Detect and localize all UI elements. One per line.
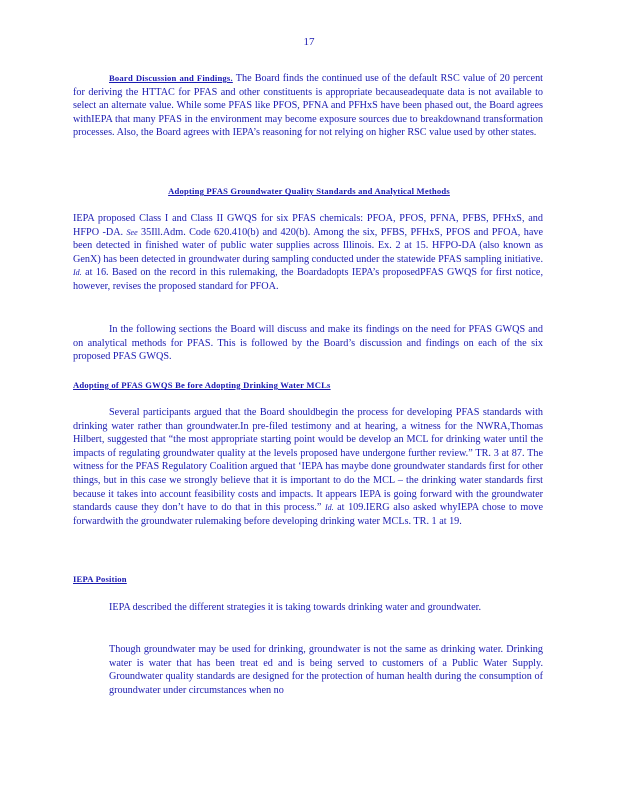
participants-paragraph: Several participants argued that the Board shouldbegin the process for developing PFAS standards with drinking water rather than groundwater.In pre-filed testimony and at hearing, a witness for the NWRA,Thomas Hilbert, suggested that “the most appropriate starting point would be develop an MCL for drinking water until the impacts of regulating groundwater quality at the levels proposed have undergone further review.” TR. 3 at 87. The witness for the PFAS Regulatory Coalition argued that ‘IEPA has maybe done groundwater standards first for other things, but in this case we strongly believe that it is important to do the MCL – the drinking water standards first because it takes into account feasibility costs and impacts. It appears IEPA is going forward with the groundwater standards cause they don’t have to do that in this process.” Id. at 109.IERG also asked whyIEPA chose to move forwardwith the groundwater rulemaking before developing drinking water MCLs. TR. 1 at 19.: [73, 407, 544, 527]
board-findings-text: The Board finds the continued use of the default RSC value of 20 percent for deriving the HTTAC for PFAS and other constituents is appropriate becauseadequate data is not available to select an alternate value. While some PFAS like PFOS, PFNA and PFHxS have been phased out, the Board agrees withIEPA that many PFAS in the environment may become exposure sources due to breakdownand transformation processes. Also, the Board agrees with IEPA’s reasoning for not relying on higher RSC value used by other states.: [73, 73, 544, 139]
see-citation: See: [126, 227, 138, 237]
id-citation-2: Id.: [324, 503, 334, 513]
proposal-paragraph: IEPA proposed Class I and Class II GWQS for six PFAS chemicals: PFOA, PFOS, PFNA, PFBS, PFHxS, and HFPO -DA. See 35Ill.Adm. Code 620.410(b) and 420(b). Among the six, PFBS, PFHxS, PFOS and PFOA, have been detected in finished water of public water supplies across Illinois. Ex. 2 at 15. HFPO-DA (also known as GenX) has been detected in groundwater during sampling conducted under the statewide PFAS sampling initiative. Id. at 16. Based on the record in this rulemaking, the Boardadopts IEPA’s proposedPFAS GWQS for first notice, however, revises the proposed standard for PFOA.: [73, 213, 543, 292]
sub-heading: Adopting of PFAS GWQS Be fore Adopting Drinking Water MCLs: [73, 380, 331, 390]
page-number: 17: [303, 36, 315, 48]
iepa-position-heading: IEPA Position: [73, 574, 127, 584]
board-findings-paragraph: [73, 72, 543, 140]
sections-overview-paragraph: In the following sections the Board will discuss and make its findings on the need for PFAS GWQS and on analytical methods for PFAS. This is followed by the Board’s discussion and findings on each of the six proposed PFAS GWQS.: [73, 324, 543, 363]
id-citation: Id.: [73, 268, 82, 278]
board-findings-heading: Board Discussion and Findings.: [109, 73, 233, 83]
block-quote: Though groundwater may be used for drinking, groundwater is not the same as drinking water. Drinking water is water that has been treat ed and is being served to customers of a Public Water Supply. Groundwater quality standards are designed for the protection of human health during the consumption of groundwater under circumstances when no: [109, 644, 543, 696]
section-heading: Adopting PFAS Groundwater Quality Standards and Analytical Methods: [168, 186, 450, 196]
iepa-position-paragraph: IEPA described the different strategies it is taking towards drinking water and groundwater.: [109, 602, 482, 613]
